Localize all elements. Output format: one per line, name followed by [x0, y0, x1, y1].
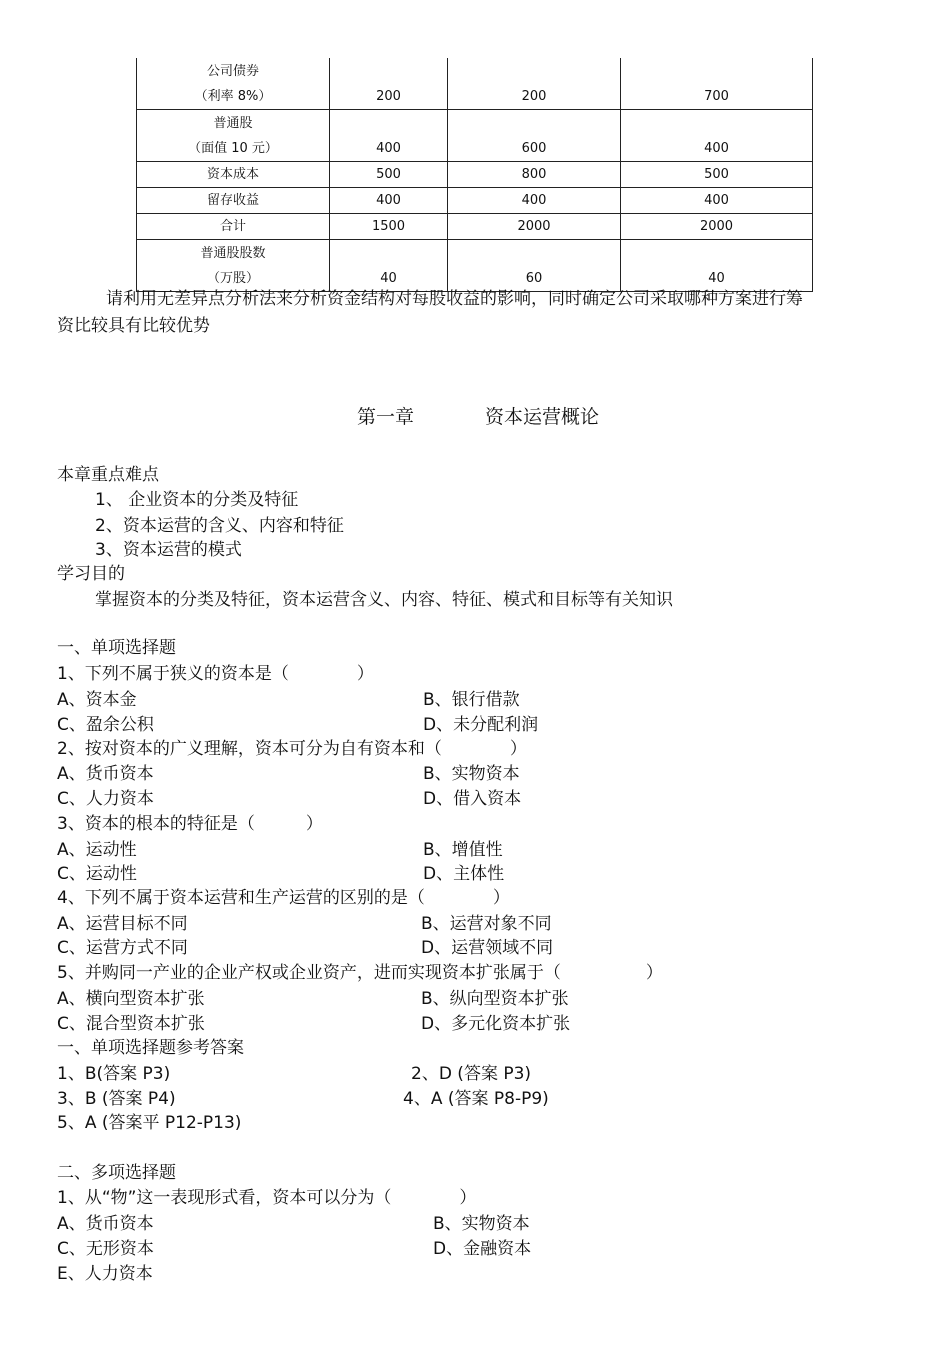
answer-item: 1、B(答案 P3): [57, 1064, 171, 1084]
chapter-title: 资本运营概论: [485, 406, 600, 428]
answer-item: 2、D (答案 P3): [411, 1064, 532, 1084]
option-b: B、运营对象不同: [421, 914, 552, 934]
key-point-item: 2、资本运营的含义、内容和特征: [95, 516, 344, 536]
table-cell: 400: [330, 188, 448, 214]
table-row: [137, 214, 813, 240]
table-cell: 400: [448, 188, 621, 214]
table-cell: 60: [448, 240, 621, 292]
row-label: 留存收益: [137, 188, 330, 214]
table-cell: 500: [330, 162, 448, 188]
option-a: A、横向型资本扩张: [57, 989, 205, 1009]
option-c: C、混合型资本扩张: [57, 1014, 205, 1034]
question-text: 5、并购同一产业的企业产权或企业资产，进而实现资本扩张属于（ ）: [57, 963, 663, 983]
table-cell: 600: [448, 110, 621, 162]
option-b: B、实物资本: [433, 1214, 530, 1234]
table-cell: 2000: [621, 214, 813, 240]
objective-text: 掌握资本的分类及特征，资本运营含义、内容、特征、模式和目标等有关知识: [95, 590, 673, 610]
table-row: [137, 110, 813, 162]
option-d: D、主体性: [423, 864, 505, 884]
table-row: [137, 162, 813, 188]
key-point-item: 1、 企业资本的分类及特征: [95, 490, 299, 510]
option-d: D、未分配利润: [423, 715, 539, 735]
row-label: 资本成本: [137, 162, 330, 188]
key-point-item: 3、资本运营的模式: [95, 540, 242, 560]
financing-plan-table: [136, 58, 813, 292]
table-cell: 500: [621, 162, 813, 188]
answers-heading: 一、单项选择题参考答案: [57, 1038, 244, 1058]
row-label: 普通股 （面值 10 元）: [137, 110, 330, 162]
option-d: D、金融资本: [433, 1239, 532, 1259]
question-text: 2、按对资本的广义理解，资本可分为自有资本和（ ）: [57, 739, 527, 759]
option-a: A、资本金: [57, 690, 137, 710]
table-cell: 40: [330, 240, 448, 292]
option-a: A、运动性: [57, 840, 137, 860]
option-d: D、多元化资本扩张: [421, 1014, 571, 1034]
table-cell: 400: [621, 188, 813, 214]
chapter-number: 第一章: [357, 406, 415, 428]
single-choice-heading: 一、单项选择题: [57, 638, 176, 658]
answer-item: 4、A (答案 P8-P9): [403, 1089, 549, 1109]
table-row: [137, 58, 813, 110]
table-cell: 200: [330, 58, 448, 110]
table-cell: 400: [621, 110, 813, 162]
option-a: A、货币资本: [57, 764, 154, 784]
question-text: 4、下列不属于资本运营和生产运营的区别的是（ ）: [57, 888, 510, 908]
table-cell: 200: [448, 58, 621, 110]
table-cell: 2000: [448, 214, 621, 240]
row-label: 合计: [137, 214, 330, 240]
table-cell: 1500: [330, 214, 448, 240]
option-d: D、借入资本: [423, 789, 522, 809]
option-c: C、运营方式不同: [57, 938, 188, 958]
multi-choice-heading: 二、多项选择题: [57, 1163, 176, 1183]
option-e: E、人力资本: [57, 1264, 153, 1284]
question-paragraph-line1: 请利用无差异点分析法来分析资金结构对每股收益的影响，同时确定公司采取哪种方案进行筹: [106, 289, 803, 309]
table-row: [137, 188, 813, 214]
option-a: A、运营目标不同: [57, 914, 188, 934]
option-d: D、运营领域不同: [421, 938, 554, 958]
table-cell: 400: [330, 110, 448, 162]
question-text: 3、资本的根本的特征是（ ）: [57, 814, 323, 834]
table-row: [137, 240, 813, 292]
row-label: 公司债券 （利率 8%）: [137, 58, 330, 110]
question-text: 1、从“物”这一表现形式看，资本可以分为（ ）: [57, 1188, 477, 1208]
question-text: 1、下列不属于狭义的资本是（ ）: [57, 664, 374, 684]
option-c: C、盈余公积: [57, 715, 154, 735]
key-points-heading: 本章重点难点: [57, 465, 159, 485]
option-c: C、无形资本: [57, 1239, 154, 1259]
table-cell: 40: [621, 240, 813, 292]
row-label: 普通股股数 （万股）: [137, 240, 330, 292]
table-cell: 800: [448, 162, 621, 188]
table-cell: 700: [621, 58, 813, 110]
option-b: B、增值性: [423, 840, 503, 860]
answer-item: 3、B (答案 P4): [57, 1089, 176, 1109]
option-b: B、实物资本: [423, 764, 520, 784]
answer-item: 5、A (答案平 P12-P13): [57, 1113, 242, 1133]
question-paragraph-line2: 资比较具有比较优势: [57, 316, 210, 336]
option-a: A、货币资本: [57, 1214, 154, 1234]
option-b: B、银行借款: [423, 690, 520, 710]
option-b: B、纵向型资本扩张: [421, 989, 569, 1009]
option-c: C、人力资本: [57, 789, 154, 809]
option-c: C、运动性: [57, 864, 137, 884]
objective-heading: 学习目的: [57, 564, 125, 584]
